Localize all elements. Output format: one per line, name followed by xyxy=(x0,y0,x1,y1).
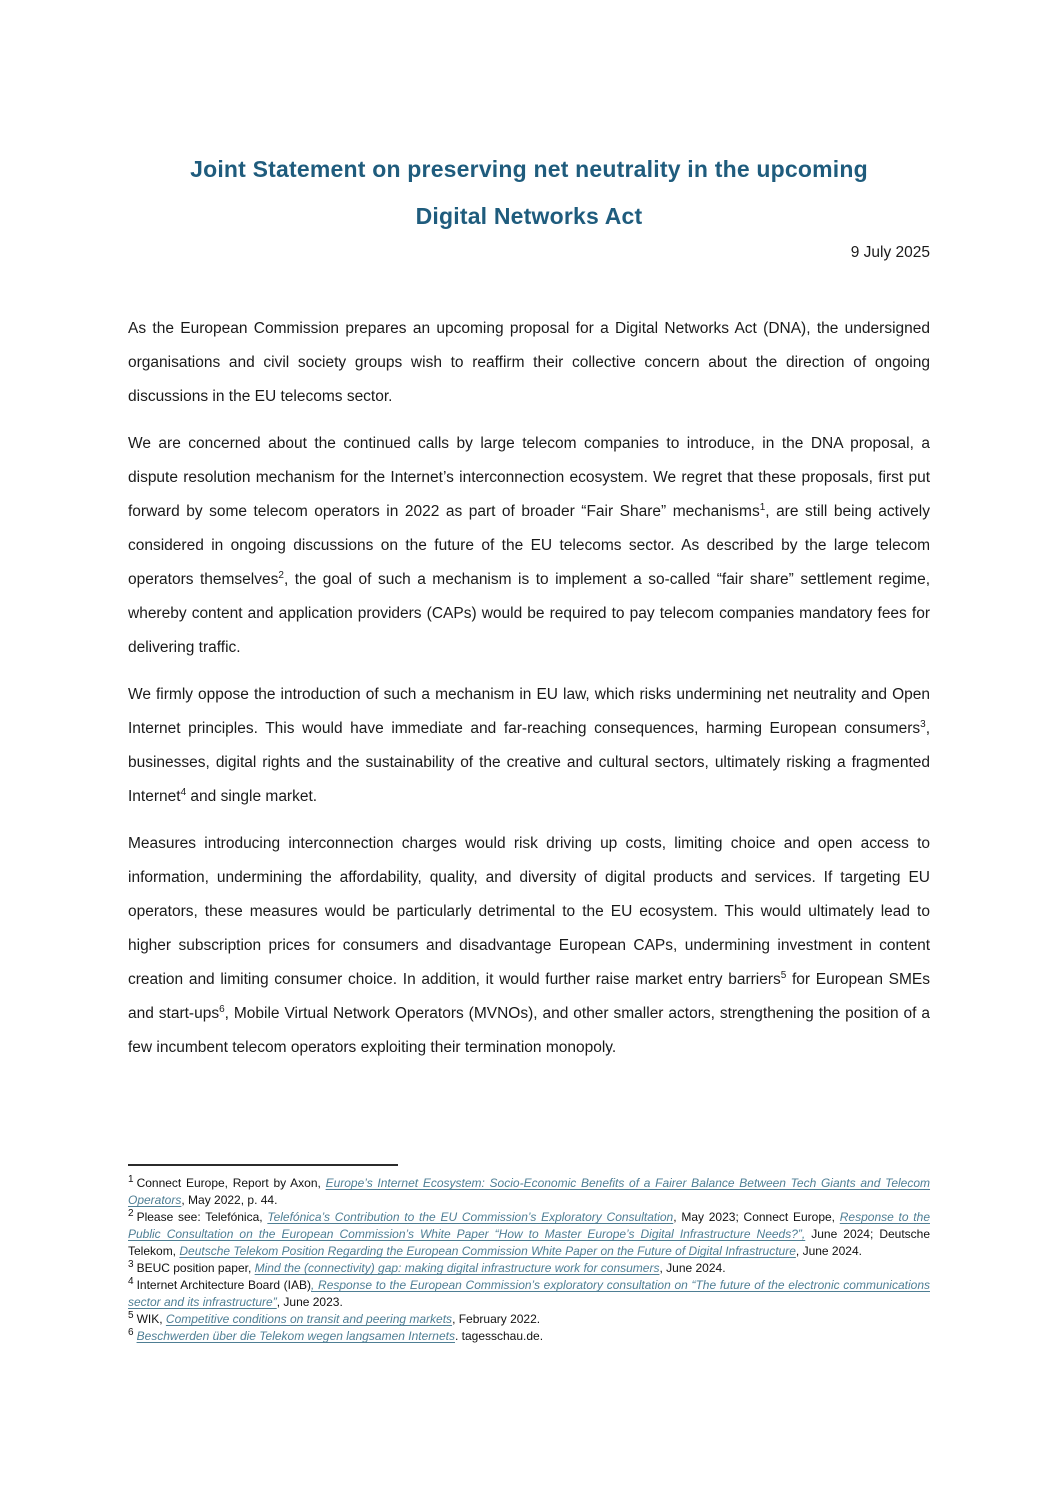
paragraph-1 xyxy=(128,312,930,414)
text-run: Internet Architecture Board (IAB) xyxy=(136,1278,312,1292)
footnote-link[interactable]: Deutsche Telekom Position Regarding the European Commission White Paper on the Future of Digital Infrastructure xyxy=(179,1244,796,1258)
text-run: , June 2024. xyxy=(795,1244,862,1258)
footnote-link[interactable]: Mind the (connectivity) gap: making digital infrastructure work for consumers xyxy=(254,1261,660,1275)
footnote-ref: 4 xyxy=(180,786,187,798)
text-run: , Mobile Virtual Network Operators (MVNOs), and other smaller actors, strengthening the position of a few incumbent telecom operators exploiting their termination monopoly. xyxy=(128,1005,930,1056)
text-run: We are concerned about the continued calls by large telecom companies to introduce, in the DNA proposal, a dispute resolution mechanism for the Internet’s interconnection ecosystem. We regret that these proposals, first put forward by some telecom operators in 2022 as part of broader “Fair Share” mechanisms xyxy=(128,435,930,520)
text-run: , June 2024. xyxy=(659,1261,726,1275)
footnote-text-2 xyxy=(128,1210,930,1258)
footnote-separator xyxy=(128,1164,398,1166)
footnotes-section xyxy=(128,1164,930,1345)
footnote-link[interactable]: Response to the Public Consultation on the European Commission’s White Paper “How to Master Europe’s Digital Infrastructure Needs?”, xyxy=(128,1210,930,1241)
footnote-link[interactable]: Beschwerden über die Telekom wegen langsamen Internets xyxy=(136,1329,455,1343)
document-body xyxy=(128,312,930,1065)
footnote-link[interactable]: Europe’s Internet Ecosystem: Socio-Economic Benefits of a Fairer Balance Between Tech Giants and Telecom Operators xyxy=(128,1176,931,1207)
footnote-5 xyxy=(128,1311,930,1328)
text-run: , June 2023. xyxy=(276,1295,343,1309)
footnote-number-4: 4 xyxy=(128,1276,134,1287)
footnote-text-5 xyxy=(137,1312,541,1326)
footnote-number-2: 2 xyxy=(128,1208,134,1219)
footnote-6 xyxy=(128,1328,930,1345)
footnote-number-5: 5 xyxy=(128,1310,134,1321)
text-run: . tagesschau.de. xyxy=(454,1329,544,1343)
footnote-ref: 5 xyxy=(780,969,787,981)
footnote-text-3 xyxy=(137,1261,726,1275)
text-run: , are still being actively considered in ongoing discussions on the future of the EU telecoms sector. As described by the large telecom operators themselves xyxy=(128,503,930,588)
text-run: , businesses, digital rights and the sustainability of the creative and cultural sectors, ultimately risking a fragmented Internet xyxy=(128,720,930,805)
paragraph-4 xyxy=(128,827,930,1065)
footnote-1 xyxy=(128,1175,930,1209)
paragraph-2 xyxy=(128,427,930,665)
text-run: Please see: Telefónica, xyxy=(136,1210,268,1224)
title-line-1: Joint Statement on preserving net neutrality in the upcoming xyxy=(190,156,868,182)
footnote-link[interactable]: Competitive conditions on transit and peering markets xyxy=(165,1312,453,1326)
text-run: BEUC position paper, xyxy=(136,1261,255,1275)
footnote-2 xyxy=(128,1209,930,1260)
text-run: As the European Commission prepares an upcoming proposal for a Digital Networks Act (DNA), the undersigned organisations and civil society groups wish to reaffirm their collective concern about the direction of ongoing discussions in the EU telecoms sector. xyxy=(128,320,930,405)
paragraph-3 xyxy=(128,678,930,814)
footnote-text-6 xyxy=(137,1329,543,1343)
title-line-2: Digital Networks Act xyxy=(415,203,643,229)
footnote-ref: 2 xyxy=(278,569,284,581)
document-date: 9 July 2025 xyxy=(850,244,930,261)
text-run: Measures introducing interconnection charges would risk driving up costs, limiting choice and open access to information, undermining the affordability, quality, and diversity of digital products and services. If targeting EU operators, these measures would be particularly detrimental to the EU ecosystem. This would ultimately lead to higher subscription prices for consumers and disadvantage European CAPs, undermining investment in content creation and limiting consumer choice. In addition, it would further raise market entry barriers xyxy=(128,835,930,988)
footnote-ref: 1 xyxy=(759,501,766,513)
text-run: June 2024; Deutsche Telekom, xyxy=(128,1227,931,1258)
footnote-text-1 xyxy=(128,1176,930,1207)
footnote-number-6: 6 xyxy=(128,1327,134,1338)
footnote-link[interactable]: Telefónica’s Contribution to the EU Commission’s Exploratory Consultation xyxy=(267,1210,674,1224)
document-content xyxy=(128,0,930,1078)
text-run: , the goal of such a mechanism is to implement a so-called “fair share” settlement regime, whereby content and application providers (CAPs) would be required to pay telecom companies mandatory fees for delivering traffic. xyxy=(128,571,930,656)
text-run: for European SMEs and start-ups xyxy=(128,971,930,1022)
text-run: and single market. xyxy=(186,788,318,805)
text-run: We firmly oppose the introduction of such a mechanism in EU law, which risks undermining net neutrality and Open Internet principles. This would have immediate and far-reaching consequences, harming European consumers xyxy=(128,686,930,737)
footnote-text-4 xyxy=(128,1278,930,1309)
footnote-ref: 3 xyxy=(920,718,926,730)
text-run: Connect Europe, Report by Axon, xyxy=(136,1176,326,1190)
document-title xyxy=(128,146,930,240)
text-run: , May 2022, p. 44. xyxy=(181,1193,278,1207)
footnote-link[interactable]: , Response to the European Commission’s exploratory consultation on “The future of the electronic communications sector and its infrastructure” xyxy=(128,1278,930,1309)
footnote-number-1: 1 xyxy=(128,1174,134,1185)
footnote-4 xyxy=(128,1277,930,1311)
footnote-3 xyxy=(128,1260,930,1277)
footnote-ref: 6 xyxy=(219,1003,225,1015)
text-run: WIK, xyxy=(136,1312,166,1326)
text-run: , May 2023; Connect Europe, xyxy=(673,1210,840,1224)
footnote-number-3: 3 xyxy=(128,1259,134,1270)
text-run: , February 2022. xyxy=(452,1312,541,1326)
